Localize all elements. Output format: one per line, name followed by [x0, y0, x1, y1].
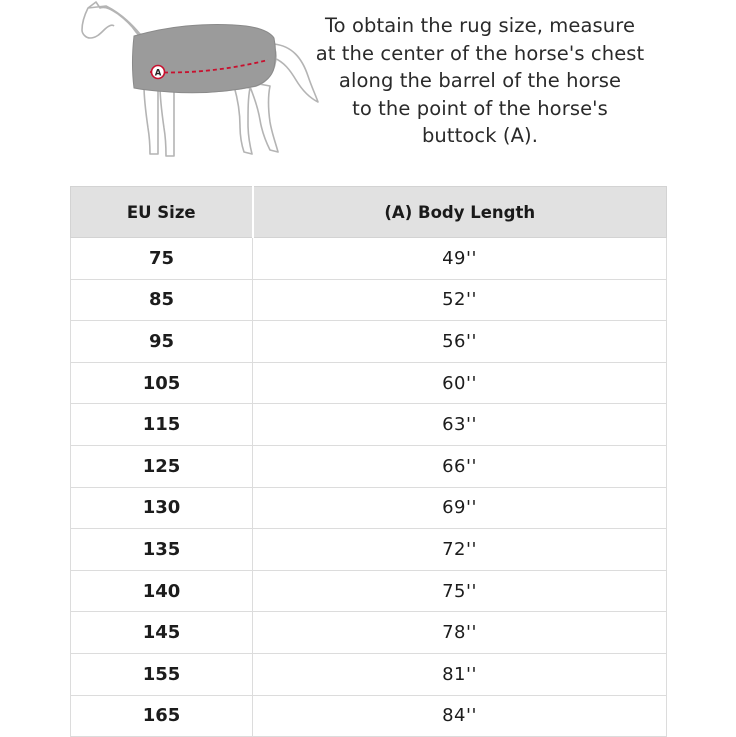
table-row [71, 362, 667, 404]
table-header-row [71, 187, 667, 238]
table-row [71, 487, 667, 529]
eu-size-cell: 95 [71, 321, 253, 363]
table-row [71, 445, 667, 487]
measurement-instructions [300, 12, 660, 150]
eu-size-cell: 165 [71, 695, 253, 737]
rug-size-table [70, 186, 667, 737]
eu-size-cell: 115 [71, 404, 253, 446]
horse-front-legs [144, 86, 174, 156]
body-length-cell: 49'' [253, 238, 667, 280]
instruction-line: buttock (A). [421, 124, 539, 147]
table-row [71, 238, 667, 280]
eu-size-cell: 75 [71, 238, 253, 280]
body-length-cell: 63'' [253, 404, 667, 446]
horse-rug [133, 25, 276, 93]
eu-size-cell: 105 [71, 362, 253, 404]
eu-size-cell: 125 [71, 445, 253, 487]
body-length-cell: 69'' [253, 487, 667, 529]
eu-size-cell: 135 [71, 529, 253, 571]
body-length-cell: 60'' [253, 362, 667, 404]
eu-size-cell: 140 [71, 570, 253, 612]
horse-hind-legs [234, 82, 278, 154]
table-row [71, 695, 667, 737]
eu-size-cell: 130 [71, 487, 253, 529]
body-length-column-header: (A) Body Length [253, 187, 667, 238]
table-row [71, 653, 667, 695]
table-row [71, 279, 667, 321]
body-length-cell: 78'' [253, 612, 667, 654]
horse-rug-illustration [78, 0, 324, 162]
body-length-cell: 52'' [253, 279, 667, 321]
body-length-cell: 66'' [253, 445, 667, 487]
table-row [71, 404, 667, 446]
table-row [71, 321, 667, 363]
instruction-line: at the center of the horse's chest [315, 41, 645, 65]
instruction-line: along the barrel of the horse [338, 69, 622, 92]
eu-size-cell: 85 [71, 279, 253, 321]
body-length-cell: 72'' [253, 529, 667, 571]
table-row [71, 529, 667, 571]
eu-size-cell: 145 [71, 612, 253, 654]
table-row [71, 570, 667, 612]
instruction-line: to the point of the horse's [352, 96, 608, 120]
point-a-marker-label: A [154, 68, 162, 79]
body-length-cell: 75'' [253, 570, 667, 612]
table-row [71, 612, 667, 654]
eu-size-cell: 155 [71, 653, 253, 695]
instruction-line: To obtain the rug size, measure [324, 14, 636, 37]
body-length-cell: 56'' [253, 321, 667, 363]
eu-size-column-header: EU Size [71, 187, 253, 238]
body-length-cell: 84'' [253, 695, 667, 737]
body-length-cell: 81'' [253, 653, 667, 695]
